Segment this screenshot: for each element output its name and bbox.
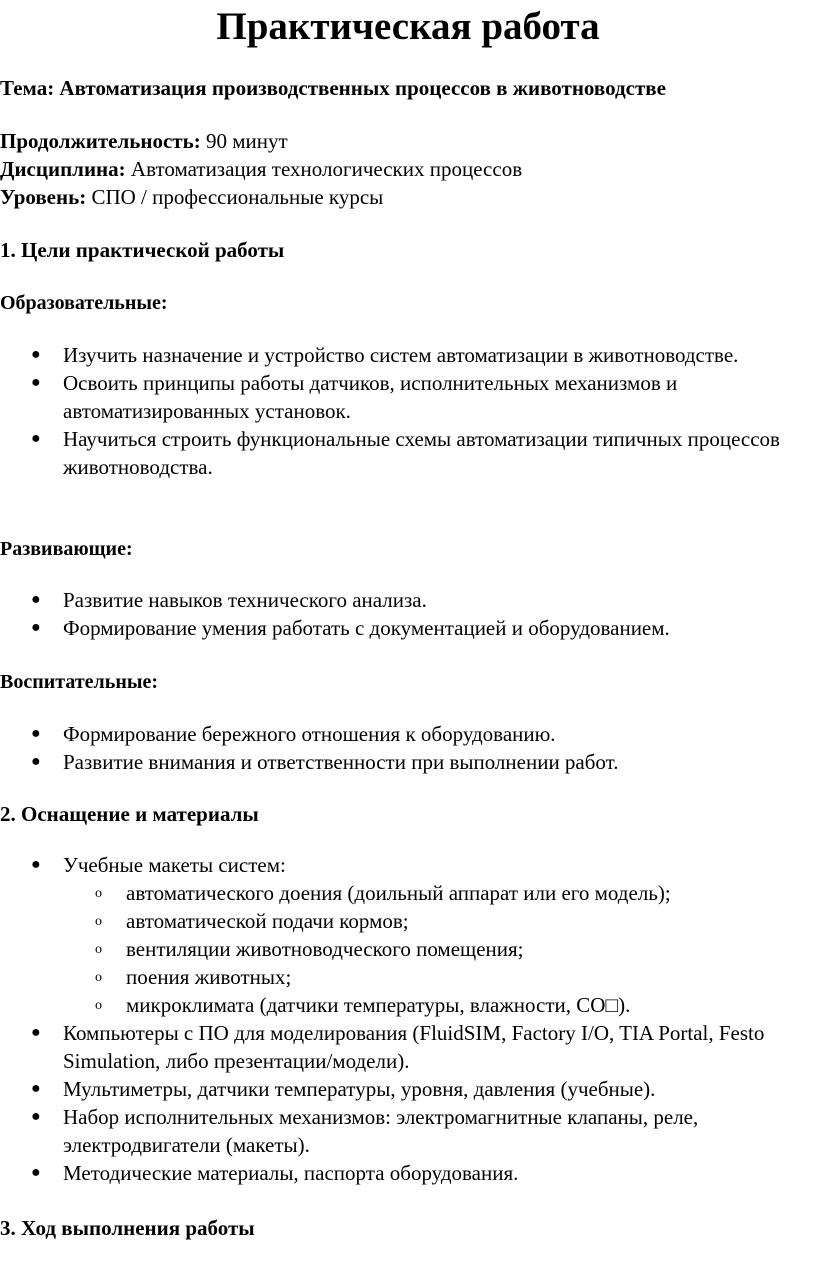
educational-heading: Образовательные:: [0, 292, 168, 314]
topic-line: Тема: Автоматизация производственных процессов в животноводстве: [0, 76, 666, 100]
duration-label: Продолжительность:: [0, 129, 201, 153]
discipline-value: Автоматизация технологических процессов: [125, 157, 523, 181]
section-3-heading: 3. Ход выполнения работы: [0, 1216, 255, 1240]
bullet-icon: ●: [31, 1164, 41, 1181]
circle-bullet-icon: o: [95, 970, 102, 985]
circle-bullet-icon: o: [95, 998, 102, 1013]
bullet-icon: ●: [31, 346, 41, 363]
list-item: ● Формирование бережного отношения к оборудованию.: [31, 722, 556, 746]
developing-heading: Развивающие:: [0, 538, 133, 560]
bullet-icon: ●: [31, 591, 41, 608]
circle-bullet-icon: o: [95, 914, 102, 929]
bullet-icon: ●: [31, 619, 41, 636]
bullet-icon: ●: [31, 1080, 41, 1097]
discipline-label: Дисциплина:: [0, 157, 126, 181]
level-label: Уровень:: [0, 185, 87, 209]
circle-bullet-icon: o: [95, 942, 102, 957]
discipline-line: [0, 155, 522, 183]
duration-value: 90 минут: [200, 129, 288, 153]
bullet-icon: ●: [31, 374, 41, 391]
bullet-icon: ●: [31, 1108, 41, 1125]
list-item: ● Изучить назначение и устройство систем автоматизации в животноводстве.: [31, 343, 739, 367]
duration-line: [0, 127, 288, 155]
sub-list-item: o поения животных;: [63, 963, 808, 991]
section-2-heading: 2. Оснащение и материалы: [0, 802, 259, 826]
upbringing-heading: Воспитательные:: [0, 671, 158, 693]
sub-list: [63, 879, 808, 1019]
list-item: ● Учебные макеты систем: o автоматического доения (доильный аппарат или его модель); o автоматической подачи кормов; o вентиляции животноводческого помещения; o поения животных; o микроклимата (датчики температуры, влажности, CO□).: [0, 851, 816, 1019]
bullet-icon: ●: [31, 753, 41, 770]
developing-list: [0, 586, 816, 642]
equipment-list: [0, 851, 816, 1187]
level-line: [0, 183, 383, 211]
bullet-icon: ●: [31, 430, 41, 447]
sub-list-item: o автоматического доения (доильный аппарат или его модель);: [63, 879, 808, 907]
list-item: ● Мультиметры, датчики температуры, уровня, давления (учебные).: [31, 1077, 656, 1101]
circle-bullet-icon: o: [95, 886, 102, 901]
bullet-icon: ●: [31, 856, 41, 873]
section-1-heading: 1. Цели практической работы: [0, 238, 285, 262]
list-item: ● Компьютеры с ПО для моделирования (FluidSIM, Factory I/O, TIA Portal, Festo Simulation, либо презентации/модели).: [31, 1021, 765, 1073]
list-item: ● Развитие навыков технического анализа.: [31, 588, 427, 612]
list-item: ● Освоить принципы работы датчиков, исполнительных механизмов и автоматизированных установок.: [31, 371, 678, 423]
list-item: ● Научиться строить функциональные схемы автоматизации типичных процессов животноводства.: [31, 427, 780, 479]
level-value: СПО / профессиональные курсы: [86, 185, 384, 209]
page-title: Практическая работа: [216, 5, 600, 48]
list-item: ● Развитие внимания и ответственности при выполнении работ.: [31, 750, 619, 774]
sub-list-item: o автоматической подачи кормов;: [63, 907, 808, 935]
educational-list: [0, 341, 816, 481]
list-item: ● Набор исполнительных механизмов: электромагнитные клапаны, реле, электродвигатели (макеты).: [31, 1105, 699, 1157]
bullet-icon: ●: [31, 725, 41, 742]
sub-list-item: o вентиляции животноводческого помещения;: [63, 935, 808, 963]
sub-list-item: o микроклимата (датчики температуры, влажности, CO□).: [63, 991, 808, 1019]
list-item: ● Формирование умения работать с документацией и оборудованием.: [31, 616, 670, 640]
bullet-icon: ●: [31, 1024, 41, 1041]
upbringing-list: [0, 720, 816, 776]
list-item: ● Методические материалы, паспорта оборудования.: [31, 1161, 519, 1185]
